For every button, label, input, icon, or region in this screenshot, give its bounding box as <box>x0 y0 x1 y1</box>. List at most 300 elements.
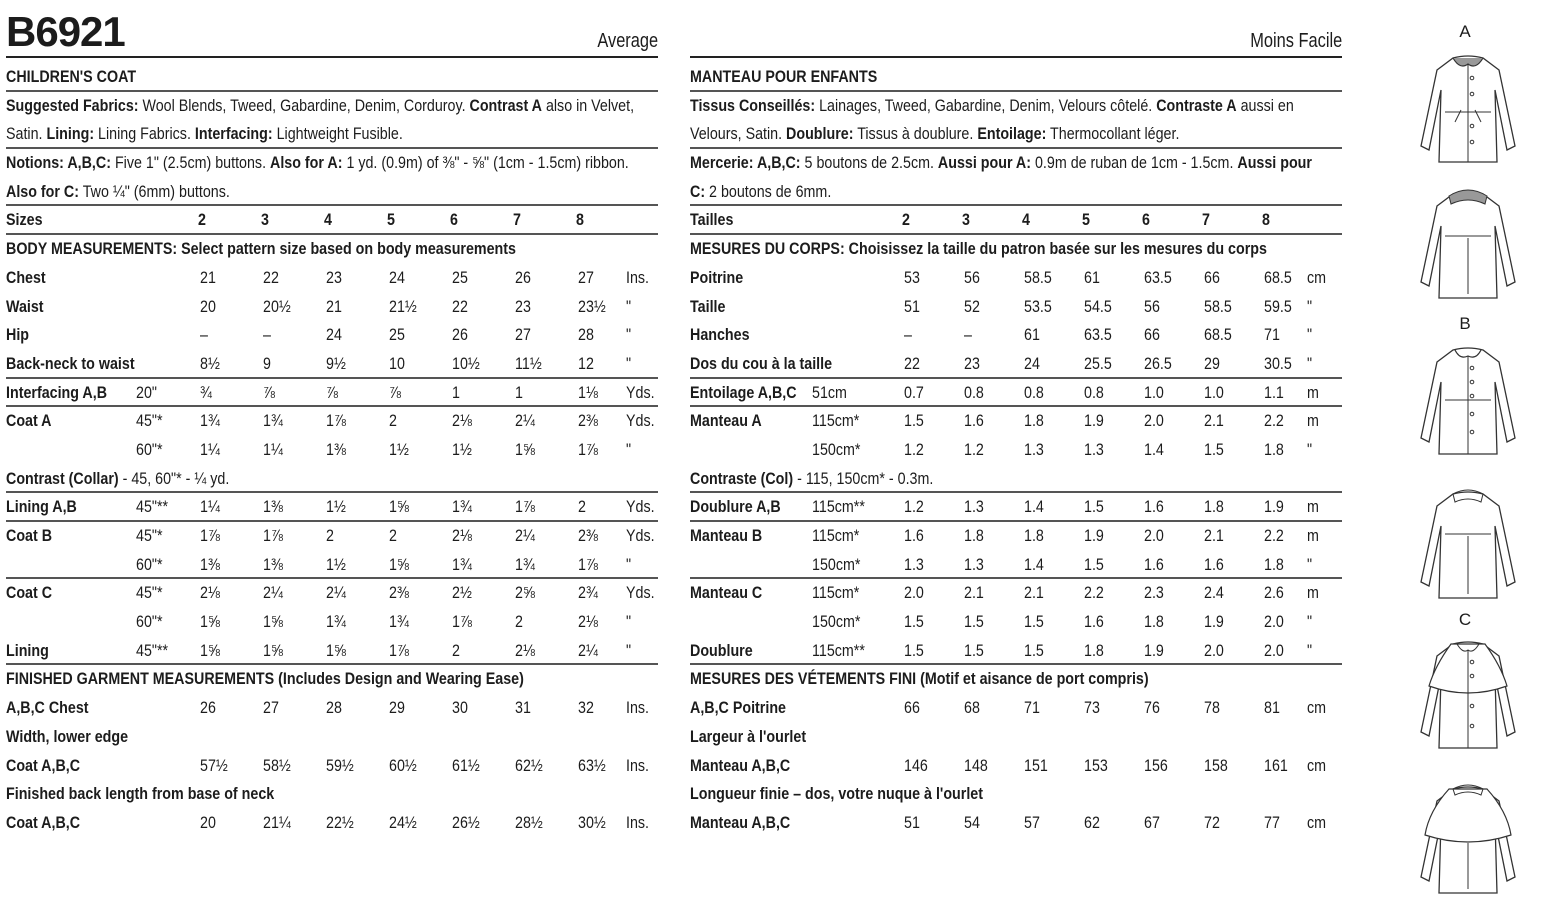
size-heading: 8 <box>1262 210 1270 230</box>
measurement-value: 22 <box>452 296 468 316</box>
finished-value: 76 <box>1144 698 1160 718</box>
yardage-value: 1⅞ <box>578 439 598 459</box>
yardage-row <box>6 492 658 521</box>
fabrics-line <box>6 119 658 148</box>
fabrics-text-run: Interfacing: <box>194 124 273 144</box>
unit-label: m <box>1307 411 1319 431</box>
yardage-value: 2 <box>515 612 523 632</box>
finished-value: 153 <box>1084 755 1108 775</box>
finished-value: 71 <box>1024 698 1040 718</box>
yardage-value: 2¼ <box>263 583 283 603</box>
yardage-value: 1¾ <box>452 497 472 517</box>
yardage-value: 1⅞ <box>452 612 472 632</box>
body-measurement-row <box>6 349 658 378</box>
yardage-value: 1.5 <box>964 640 984 660</box>
finished-value: 27 <box>263 698 279 718</box>
finished-value: 31 <box>515 698 531 718</box>
body-heading-text: MESURES DU CORPS: Choisissez la taille du patron basée sur les mesures du corps <box>690 239 1267 259</box>
fabric-width: 45"* <box>136 526 163 545</box>
fabrics-text-run: Suggested Fabrics: <box>6 95 139 115</box>
yardage-value: 0.8 <box>964 382 984 402</box>
coat-view-a-back-icon <box>1415 186 1521 311</box>
yardage-value: 1.4 <box>1024 497 1044 517</box>
size-heading: 2 <box>902 210 910 230</box>
unit-label: Yds. <box>626 497 655 517</box>
yardage-value: 2 <box>452 640 460 660</box>
yardage-value: 2.0 <box>1204 640 1224 660</box>
yardage-value: 1.8 <box>1264 554 1284 574</box>
size-heading: 3 <box>962 210 970 230</box>
finished-value: 78 <box>1204 698 1220 718</box>
measurement-value: 53.5 <box>1024 296 1052 316</box>
view-label: A <box>1459 22 1471 41</box>
yardage-value: 1⅛ <box>578 382 598 402</box>
yardage-value: ⅞ <box>389 382 401 402</box>
unit-label: Yds. <box>626 526 655 545</box>
body-measurement-row <box>690 263 1342 292</box>
yardage-value: 1¼ <box>200 497 220 517</box>
header-rule-fr <box>690 56 1342 58</box>
measurement-value: 21 <box>200 267 216 287</box>
body-measurement-row <box>690 349 1342 378</box>
notions-text-run: Five 1" (2.5cm) buttons. <box>110 153 271 173</box>
measurement-value: 28 <box>578 325 594 345</box>
finished-row <box>690 779 1342 808</box>
yardage-value: 2⅛ <box>578 612 598 632</box>
body-measurement-row <box>6 320 658 349</box>
measurement-value: 10 <box>389 353 405 373</box>
finished-value: 62 <box>1084 812 1100 832</box>
finished-value: 51 <box>904 812 920 832</box>
yardage-value: 1 <box>515 382 523 402</box>
fabrics-text-run: Doublure: <box>786 124 854 144</box>
yardage-value: 1.8 <box>1204 497 1224 517</box>
yardage-row <box>690 406 1342 435</box>
fabric-width: 45"* <box>136 583 163 603</box>
yardage-value: ¾ <box>200 382 212 402</box>
yardage-value: 1.6 <box>1144 554 1164 574</box>
unit-label: Yds. <box>626 382 655 402</box>
yardage-row <box>6 550 658 579</box>
unit-label: cm <box>1307 267 1327 287</box>
fabrics-line <box>6 91 658 120</box>
finished-value: 68 <box>964 698 980 718</box>
coat-view-a-front-icon <box>1415 50 1521 175</box>
fabrics-text-run: also in Velvet, <box>541 95 635 115</box>
measurement-value: – <box>964 325 972 345</box>
unit-label: " <box>1307 612 1313 632</box>
size-heading: 6 <box>450 210 458 230</box>
finished-label: Manteau A,B,C <box>690 812 791 832</box>
yardage-value: 2⅜ <box>578 526 598 545</box>
yardage-row <box>690 521 1342 550</box>
body-heading-text: BODY MEASUREMENTS: Select pattern size based on body measurements <box>6 239 516 259</box>
fabric-width: 150cm* <box>812 554 861 574</box>
sizes-label: Tailles <box>690 210 734 230</box>
size-heading: 5 <box>387 210 395 230</box>
yardage-value: 1⅞ <box>263 526 283 545</box>
notions-line <box>6 148 658 177</box>
finished-value: 148 <box>964 755 988 775</box>
fabric-width: 20" <box>136 382 157 402</box>
notions-text-run: Aussi pour <box>1237 153 1312 173</box>
size-heading: 6 <box>1142 210 1150 230</box>
yardage-value: 2 <box>578 497 586 517</box>
contrast-text-run: Contrast (Collar) <box>6 468 119 488</box>
finished-value: 66 <box>904 698 920 718</box>
yardage-label: Manteau B <box>690 526 763 545</box>
yardage-label: Manteau C <box>690 583 763 603</box>
notions-text-run: 5 boutons de 2.5cm. <box>800 153 938 173</box>
yardage-value: 1⅞ <box>389 640 409 660</box>
finished-value: 60½ <box>389 755 417 775</box>
measurement-value: 25 <box>389 325 405 345</box>
yardage-row <box>6 636 658 665</box>
finished-heading-text: MESURES DES VÉTEMENTS FINI (Motif et aisance de port compris) <box>690 669 1149 689</box>
yardage-value: 1.9 <box>1084 411 1104 431</box>
body-measurements-heading <box>690 234 1342 263</box>
fabrics-text-run: Tissus à doublure. <box>853 124 978 144</box>
measurement-value: 8½ <box>200 353 220 373</box>
unit-label: Yds. <box>626 583 655 603</box>
finished-row <box>6 693 658 722</box>
measurement-value: 26 <box>452 325 468 345</box>
finished-value: 81 <box>1264 698 1280 718</box>
fabrics-text-run: Lining Fabrics. <box>94 124 195 144</box>
finished-value: 146 <box>904 755 928 775</box>
size-heading: 7 <box>1202 210 1210 230</box>
yardage-value: 2.4 <box>1204 583 1224 603</box>
yardage-value: 2.1 <box>1204 526 1224 545</box>
yardage-value: 0.7 <box>904 382 924 402</box>
measurement-value: 11½ <box>515 353 542 373</box>
fabrics-line <box>690 91 1342 120</box>
yardage-row <box>6 378 658 407</box>
notions-text-run: 1 yd. (0.9m) of ⅜" - ⅝" (1cm - 1.5cm) ribbon. <box>342 153 629 173</box>
difficulty-level-fr: Moins Facile <box>1249 30 1342 52</box>
yardage-value: 2.1 <box>1204 411 1224 431</box>
unit-label: " <box>1307 296 1313 316</box>
unit-label: " <box>1307 439 1313 459</box>
measurement-label: Hanches <box>690 325 750 345</box>
finished-label: Coat A,B,C <box>6 812 81 832</box>
yardage-value: 2¾ <box>578 583 598 603</box>
yardage-value: 1.6 <box>1144 497 1164 517</box>
finished-value: 151 <box>1024 755 1048 775</box>
measurement-label: Back-neck to waist <box>6 353 135 373</box>
finished-heading-text: FINISHED GARMENT MEASUREMENTS (Includes Design and Wearing Ease) <box>6 669 524 689</box>
fabric-width: 45"** <box>136 640 169 660</box>
measurement-value: 53 <box>904 267 920 287</box>
yardage-value: 1.5 <box>964 612 984 632</box>
sizes-label: Sizes <box>6 210 43 230</box>
yardage-value: 1⅝ <box>200 612 220 632</box>
fabrics-text-run: Velours, Satin. <box>690 124 787 144</box>
yardage-row <box>690 578 1342 607</box>
yardage-value: 2.1 <box>964 583 984 603</box>
finished-value: 28½ <box>515 812 543 832</box>
yardage-value: 1⅝ <box>389 554 409 574</box>
yardage-label: Coat B <box>6 526 53 545</box>
finished-row <box>6 722 658 751</box>
yardage-value: 1.9 <box>1204 612 1224 632</box>
sizes-header <box>6 205 658 234</box>
finished-value: 63½ <box>578 755 606 775</box>
yardage-value: 1¼ <box>200 439 220 459</box>
yardage-value: 1.9 <box>1084 526 1104 545</box>
measurement-value: 30.5 <box>1264 353 1292 373</box>
notions-text-run: Also for C: <box>6 181 79 201</box>
finished-row <box>690 808 1342 837</box>
measurement-value: 25.5 <box>1084 353 1112 373</box>
fabrics-text-run: Satin. <box>6 124 47 144</box>
unit-label: Ins. <box>626 698 650 718</box>
yardage-label: Lining <box>6 640 49 660</box>
measurement-value: 22 <box>263 267 279 287</box>
measurement-value: 61 <box>1084 267 1100 287</box>
contrast-text <box>6 469 229 489</box>
body-measurement-row <box>690 320 1342 349</box>
measurement-value: 68.5 <box>1264 267 1292 287</box>
finished-label: Longueur finie – dos, votre nuque à l'ourlet <box>690 784 983 804</box>
yardage-value: 1.0 <box>1204 382 1224 402</box>
yardage-label: Coat C <box>6 583 53 603</box>
finished-value: 24½ <box>389 812 417 832</box>
yardage-value: 2.0 <box>904 583 924 603</box>
measurement-value: 9½ <box>326 353 346 373</box>
unit-label: " <box>626 554 632 574</box>
fabric-width: 150cm* <box>812 612 861 632</box>
yardage-value: 1.9 <box>1264 497 1284 517</box>
measurement-value: 68.5 <box>1204 325 1232 345</box>
notions-line <box>690 177 1342 206</box>
yardage-label: Doublure A,B <box>690 497 781 517</box>
fabric-width: 45"** <box>136 497 169 517</box>
yardage-value: 1.8 <box>1024 411 1044 431</box>
finished-heading <box>690 664 1342 693</box>
measurement-value: 24 <box>1024 353 1040 373</box>
yardage-value: 1¼ <box>263 439 283 459</box>
fabrics-text <box>690 124 1179 144</box>
notions-text <box>6 182 230 202</box>
yardage-label: Coat A <box>6 411 52 431</box>
sizes-header <box>690 205 1342 234</box>
finished-value: 26 <box>200 698 216 718</box>
measurement-value: 63.5 <box>1144 267 1172 287</box>
finished-label: Width, lower edge <box>6 726 129 746</box>
yardage-value: 2¼ <box>515 526 535 545</box>
fabric-width: 60"* <box>136 439 163 459</box>
measurement-value: 58.5 <box>1024 267 1052 287</box>
measurement-label: Chest <box>6 267 46 287</box>
finished-value: 58½ <box>263 755 291 775</box>
notions-text-run: Two ¼" (6mm) buttons. <box>78 181 230 201</box>
unit-label: Ins. <box>626 812 650 832</box>
measurement-value: 9 <box>263 353 271 373</box>
fabrics-text-run: Contrast A <box>469 95 542 115</box>
yardage-value: 1.2 <box>904 497 924 517</box>
fabrics-text-run: Entoilage: <box>977 124 1047 144</box>
measurement-value: – <box>904 325 912 345</box>
measurement-value: 27 <box>515 325 531 345</box>
yardage-value: ⅞ <box>263 382 275 402</box>
size-heading: 5 <box>1082 210 1090 230</box>
yardage-label: Lining A,B <box>6 497 77 517</box>
unit-label: " <box>1307 640 1313 660</box>
measurement-value: 27 <box>578 267 594 287</box>
finished-value: 29 <box>389 698 405 718</box>
finished-value: 22½ <box>326 812 354 832</box>
size-heading: 4 <box>1022 210 1030 230</box>
unit-label: " <box>626 612 632 632</box>
yardage-value: 2 <box>326 526 334 545</box>
yardage-value: 2.6 <box>1264 583 1284 603</box>
yardage-value: 0.8 <box>1024 382 1044 402</box>
yardage-value: 1.6 <box>904 526 924 545</box>
yardage-value: 1⅜ <box>200 554 220 574</box>
finished-value: 161 <box>1264 755 1288 775</box>
yardage-value: 1.3 <box>1024 439 1044 459</box>
unit-label: " <box>1307 554 1313 574</box>
unit-label: cm <box>1307 812 1327 832</box>
fabrics-line <box>690 119 1342 148</box>
yardage-value: 1.3 <box>964 497 984 517</box>
fabric-width: 115cm** <box>812 640 865 660</box>
yardage-value: 1⅜ <box>263 497 283 517</box>
notions-text-run: Mercerie: A,B,C: <box>690 153 801 173</box>
yardage-value: 1.5 <box>1084 554 1104 574</box>
fabrics-text <box>6 96 634 116</box>
yardage-value: 1.2 <box>964 439 984 459</box>
yardage-value: 1¾ <box>200 411 220 431</box>
size-heading: 2 <box>198 210 206 230</box>
yardage-value: 2.0 <box>1144 411 1164 431</box>
yardage-value: 2¼ <box>326 583 346 603</box>
yardage-value: 2 <box>389 411 397 431</box>
yardage-value: 2.2 <box>1084 583 1104 603</box>
unit-label: " <box>1307 353 1313 373</box>
notions-line <box>690 148 1342 177</box>
measurement-value: 22 <box>904 353 920 373</box>
measurement-value: 54.5 <box>1084 296 1112 316</box>
yardage-value: 1.3 <box>964 554 984 574</box>
measurement-value: 23 <box>964 353 980 373</box>
fabrics-text-run: Lightweight Fusible. <box>272 124 403 144</box>
finished-label: Largeur à l'ourlet <box>690 726 807 746</box>
section-title <box>690 62 1342 91</box>
fabric-width: 45"* <box>136 411 163 431</box>
measurement-label: Dos du cou à la taille <box>690 353 833 373</box>
yardage-value: 1.3 <box>904 554 924 574</box>
notions-text-run: 0.9m de ruban de 1cm - 1.5cm. <box>1031 153 1238 173</box>
finished-value: 61½ <box>452 755 480 775</box>
measurement-value: 66 <box>1204 267 1220 287</box>
yardage-value: 2⅛ <box>515 640 535 660</box>
unit-label: " <box>626 296 632 316</box>
yardage-value: 2.0 <box>1264 612 1284 632</box>
measurement-value: 56 <box>964 267 980 287</box>
yardage-value: 1.8 <box>1024 526 1044 545</box>
finished-value: 59½ <box>326 755 354 775</box>
unit-label: m <box>1307 497 1319 517</box>
pattern-number: B6921 <box>6 8 125 55</box>
yardage-value: 1.8 <box>964 526 984 545</box>
notions-text-run: Aussi pour A: <box>937 153 1032 173</box>
measurement-value: 21 <box>326 296 342 316</box>
finished-value: 73 <box>1084 698 1100 718</box>
yardage-value: 1.3 <box>1084 439 1104 459</box>
measurement-value: 29 <box>1204 353 1220 373</box>
yardage-value: 2¼ <box>515 411 535 431</box>
measurement-label: Taille <box>690 296 726 316</box>
yardage-value: 2.0 <box>1144 526 1164 545</box>
yardage-value: 2⅜ <box>389 583 409 603</box>
yardage-row <box>690 636 1342 665</box>
yardage-value: 0.8 <box>1084 382 1104 402</box>
size-heading: 8 <box>576 210 584 230</box>
yardage-value: 1⅝ <box>326 640 346 660</box>
fabric-width: 115cm* <box>812 583 860 603</box>
measurement-value: 59.5 <box>1264 296 1292 316</box>
fabrics-text-run: Thermocollant léger. <box>1046 124 1180 144</box>
unit-label: " <box>1307 325 1313 345</box>
finished-value: 32 <box>578 698 594 718</box>
yardage-value: 1.5 <box>1024 612 1044 632</box>
notions-text-run: Notions: A,B,C: <box>6 153 111 173</box>
yardage-row <box>6 435 658 464</box>
finished-value: 28 <box>326 698 342 718</box>
yardage-value: 2.0 <box>1264 640 1284 660</box>
contrast-line <box>6 464 658 493</box>
coat-view-b-back-icon <box>1415 486 1521 611</box>
header-rule <box>6 56 658 58</box>
finished-value: 72 <box>1204 812 1220 832</box>
yardage-row <box>690 607 1342 636</box>
finished-heading <box>6 664 658 693</box>
finished-value: 30 <box>452 698 468 718</box>
yardage-row <box>6 607 658 636</box>
yardage-value: ⅞ <box>326 382 338 402</box>
finished-label: A,B,C Chest <box>6 698 89 718</box>
finished-value: 30½ <box>578 812 606 832</box>
notions-text <box>690 182 831 202</box>
unit-label: " <box>626 439 632 459</box>
yardage-value: 1.5 <box>1024 640 1044 660</box>
yardage-value: 1.5 <box>904 640 924 660</box>
contrast-text-run: - 45, 60"* - ¼ yd. <box>118 468 230 488</box>
unit-label: cm <box>1307 755 1327 775</box>
yardage-value: 1.4 <box>1024 554 1044 574</box>
fabrics-text-run: aussi en <box>1236 95 1294 115</box>
measurement-value: 23½ <box>578 296 606 316</box>
yardage-row <box>690 550 1342 579</box>
yardage-value: 1½ <box>389 439 409 459</box>
finished-value: 62½ <box>515 755 543 775</box>
unit-label: m <box>1307 526 1319 545</box>
measurement-value: 61 <box>1024 325 1040 345</box>
fabrics-text-run: Contraste A <box>1156 95 1237 115</box>
fabric-width: 150cm* <box>812 439 861 459</box>
contrast-text-run: - 115, 150cm* - 0.3m. <box>793 468 934 488</box>
finished-value: 57 <box>1024 812 1040 832</box>
measurement-value: 26.5 <box>1144 353 1172 373</box>
yardage-value: 1.0 <box>1144 382 1164 402</box>
english-rows <box>6 62 658 837</box>
unit-label: m <box>1307 583 1319 603</box>
unit-label: " <box>626 640 632 660</box>
finished-value: 20 <box>200 812 216 832</box>
yardage-value: 1½ <box>452 439 472 459</box>
